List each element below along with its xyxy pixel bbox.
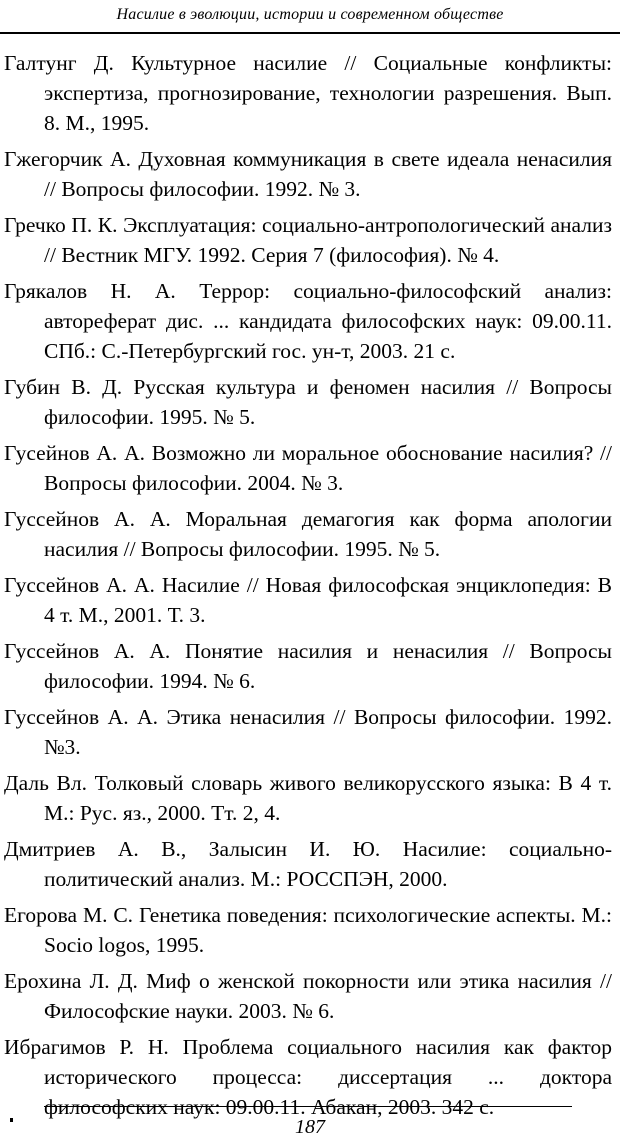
header-rule	[0, 32, 620, 34]
bibliography-entry: Даль Вл. Толковый словарь живого великорусского языка: В 4 т. М.: Рус. яз., 2000. Тт. 2, 4.	[4, 771, 612, 825]
bibliography-entry: Губин В. Д. Русская культура и феномен насилия // Вопросы философии. 1995. № 5.	[4, 375, 612, 429]
bibliography-entry: Гуссейнов А. А. Понятие насилия и ненасилия // Вопросы философии. 1994. № 6.	[4, 639, 612, 693]
bibliography-entry: Егорова М. С. Генетика поведения: психологические аспекты. М.: Socio logos, 1995.	[4, 903, 612, 957]
bibliography-entry: Гжегорчик А. Духовная коммуникация в свете идеала ненасилия // Вопросы философии. 1992. № 3.	[4, 147, 612, 201]
bibliography-entry: Гречко П. К. Эксплуатация: социально-антропологический анализ // Вестник МГУ. 1992. Серия 7 (философия). № 4.	[4, 213, 612, 267]
bibliography-entry: Ерохина Л. Д. Миф о женской покорности или этика насилия // Философские науки. 2003. № 6.	[4, 969, 612, 1023]
bibliography-entry: Ибрагимов Р. Н. Проблема социального насилия как фактор исторического процесса: диссертация ... доктора философских наук: 09.00.11. Абакан, 2003. 342 с.	[4, 1035, 612, 1119]
bibliography-entry: Дмитриев А. В., Залысин И. Ю. Насилие: социально-политический анализ. М.: РОССПЭН, 2000.	[4, 837, 612, 891]
running-head: Насилие в эволюции, истории и современном обществе	[116, 6, 504, 23]
bibliography-entry: Гусейнов А. А. Возможно ли моральное обоснование насилия? // Вопросы философии. 2004. № 3.	[4, 441, 612, 495]
page-number: 187	[295, 1116, 325, 1138]
bibliography-entry: Галтунг Д. Культурное насилие // Социальные конфликты: экспертиза, прогнозирование, технологии разрешения. Вып. 8. М., 1995.	[4, 51, 612, 135]
bibliography-entry: Гуссейнов А. А. Моральная демагогия как форма апологии насилия // Вопросы философии. 1995. № 5.	[4, 507, 612, 561]
bibliography-entry: Гуссейнов А. А. Этика ненасилия // Вопросы философии. 1992. №3.	[4, 705, 612, 759]
footer-rule	[44, 1106, 572, 1107]
bibliography-entry: Грякалов Н. А. Террор: социально-философский анализ: автореферат дис. ... кандидата философских наук: 09.00.11. СПб.: С.-Петербургский гос. ун-т, 2003. 21 с.	[4, 279, 612, 363]
bibliography-list	[4, 48, 612, 1128]
bibliography-entry: Гуссейнов А. А. Насилие // Новая философская энциклопедия: В 4 т. М., 2001. Т. 3.	[4, 573, 612, 627]
